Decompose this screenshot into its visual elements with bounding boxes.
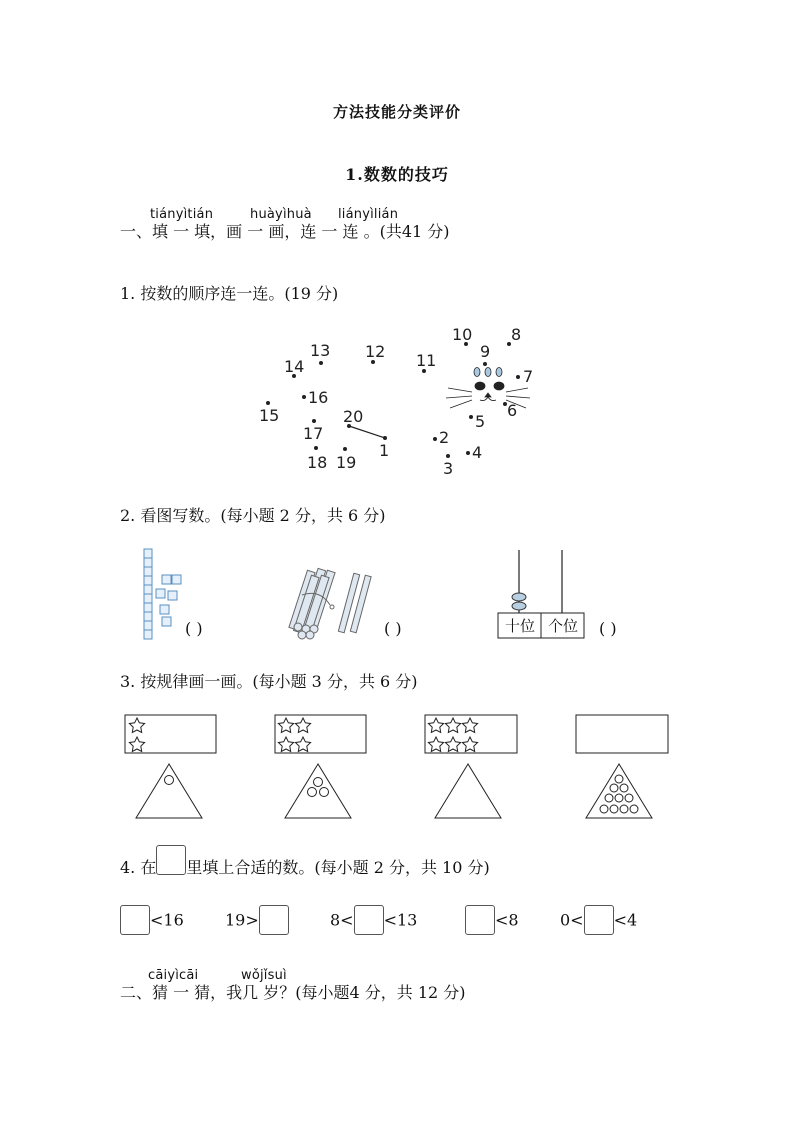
pinyin-lianyilian: liányìlián	[338, 207, 399, 222]
abacus-ones-label: 个位	[547, 617, 578, 635]
answer-box[interactable]	[259, 905, 289, 935]
pinyin-tianyitian: tiányìtián	[150, 207, 214, 222]
star-icon	[295, 737, 310, 752]
dot-13	[319, 361, 323, 365]
circle-icon	[615, 794, 623, 802]
dot-label-6: 6	[507, 401, 518, 420]
cat-face-drawing	[446, 368, 530, 409]
q1-label: 1. 按数的顺序连一连。(19 分)	[120, 284, 339, 303]
circle-icon	[314, 778, 323, 787]
part2-heading: 二、猜 一 猜，我几 岁？(每小题4 分，共 12 分)	[120, 983, 466, 1002]
triangle-4	[586, 764, 652, 818]
dot-label-20: 20	[343, 407, 364, 426]
dot-label-2: 2	[439, 428, 450, 447]
dot-label-12: 12	[365, 342, 386, 361]
pinyin-wojisui: wǒjǐsuì	[241, 968, 287, 983]
star-icon	[462, 737, 477, 752]
dot-3	[446, 454, 450, 458]
star-icon	[428, 718, 443, 733]
dot-label-15: 15	[259, 406, 280, 425]
star-box-4[interactable]	[576, 715, 668, 753]
q4-label	[120, 845, 490, 878]
triangle-2	[285, 764, 351, 818]
circle-icon	[165, 776, 174, 785]
dot-label-14: 14	[284, 357, 305, 376]
triangle-1	[136, 764, 202, 818]
circle-icon	[630, 805, 638, 813]
dot-label-4: 4	[472, 443, 483, 462]
connect-dots-figure	[250, 320, 550, 485]
q4-label-prefix: 4. 在	[120, 858, 157, 877]
q4-item-3-after: <13	[383, 910, 418, 930]
pinyin-caiyicai: cāiyìcāi	[148, 968, 199, 983]
answer-box[interactable]	[354, 905, 384, 935]
circle-icon	[615, 775, 623, 783]
star-icon	[278, 737, 293, 752]
dot-4	[466, 451, 470, 455]
q4-item-3-before: 8<	[330, 910, 354, 930]
dot-9	[483, 362, 487, 366]
dot-label-5: 5	[475, 412, 486, 431]
circle-icon	[620, 784, 628, 792]
pinyin-huayihua: huàyìhuà	[250, 207, 312, 222]
dot-label-9: 9	[480, 342, 491, 361]
circle-icon	[620, 805, 628, 813]
triangle-3[interactable]	[435, 764, 501, 818]
star-icon	[428, 737, 443, 752]
circle-icon	[625, 794, 633, 802]
star-box-2	[275, 715, 366, 753]
dot-label-17: 17	[303, 424, 324, 443]
circle-icon	[610, 805, 618, 813]
q4-item-4-after: <8	[495, 910, 519, 930]
dot-7	[516, 375, 520, 379]
q2-answer-1[interactable]: ( )	[185, 619, 203, 638]
section-title: 1.数数的技巧	[345, 165, 449, 184]
dot-17	[312, 419, 316, 423]
star-icon	[445, 718, 460, 733]
dot-label-1: 1	[379, 441, 390, 460]
circle-icon	[308, 788, 317, 797]
connect-line-20-1	[349, 426, 385, 438]
q2-answer-3[interactable]: ( )	[599, 619, 617, 638]
star-icon	[129, 718, 144, 733]
document-title: 方法技能分类评价	[332, 103, 461, 121]
sticks-bundle-picture	[288, 565, 378, 640]
circle-icon	[600, 805, 608, 813]
q2-label: 2. 看图写数。(每小题 2 分，共 6 分)	[120, 506, 386, 525]
dot-label-18: 18	[307, 453, 328, 472]
q4-item-2	[225, 905, 289, 935]
dot-label-7: 7	[523, 367, 534, 386]
q2-answer-2[interactable]: ( )	[384, 619, 402, 638]
answer-box[interactable]	[465, 905, 495, 935]
star-icon	[295, 718, 310, 733]
q4-label-box-icon	[156, 845, 186, 875]
q4-label-suffix: 里填上合适的数。(每小题 2 分，共 10 分)	[186, 858, 490, 877]
circle-icon	[320, 788, 329, 797]
q4-item-1	[120, 905, 184, 935]
star-icon	[129, 737, 144, 752]
dot-label-10: 10	[452, 325, 473, 344]
cubes-picture	[136, 545, 186, 643]
dot-5	[469, 415, 473, 419]
q3-label: 3. 按规律画一画。(每小题 3 分，共 6 分)	[120, 672, 418, 691]
q4-item-1-after: <16	[150, 910, 184, 930]
star-icon	[278, 718, 293, 733]
pattern-figure	[120, 710, 680, 825]
q4-item-5-after: <4	[613, 910, 638, 930]
answer-box[interactable]	[584, 905, 614, 935]
circle-icon	[610, 784, 618, 792]
q4-item-3	[330, 905, 417, 935]
dot-15	[266, 401, 270, 405]
dot-label-8: 8	[511, 325, 522, 344]
dot-18	[314, 446, 318, 450]
q4-item-4	[465, 905, 519, 935]
star-icon	[445, 737, 460, 752]
q4-item-2-before: 19>	[225, 910, 259, 930]
answer-box[interactable]	[120, 905, 150, 935]
abacus-tens-label: 十位	[504, 617, 535, 635]
dot-label-19: 19	[336, 453, 357, 472]
dot-label-11: 11	[416, 351, 437, 370]
dot-2	[433, 437, 437, 441]
dot-label-16: 16	[308, 388, 329, 407]
q4-item-5-before: 0<	[560, 910, 584, 930]
dot-1	[383, 436, 387, 440]
dot-16	[302, 395, 306, 399]
star-icon	[462, 718, 477, 733]
dot-label-13: 13	[310, 341, 331, 360]
part1-heading: 一、填 一 填，画 一 画，连 一 连 。(共41 分)	[120, 222, 450, 241]
q4-item-5	[560, 905, 637, 935]
circle-icon	[605, 794, 613, 802]
dot-label-3: 3	[443, 459, 454, 478]
dot-19	[343, 447, 347, 451]
